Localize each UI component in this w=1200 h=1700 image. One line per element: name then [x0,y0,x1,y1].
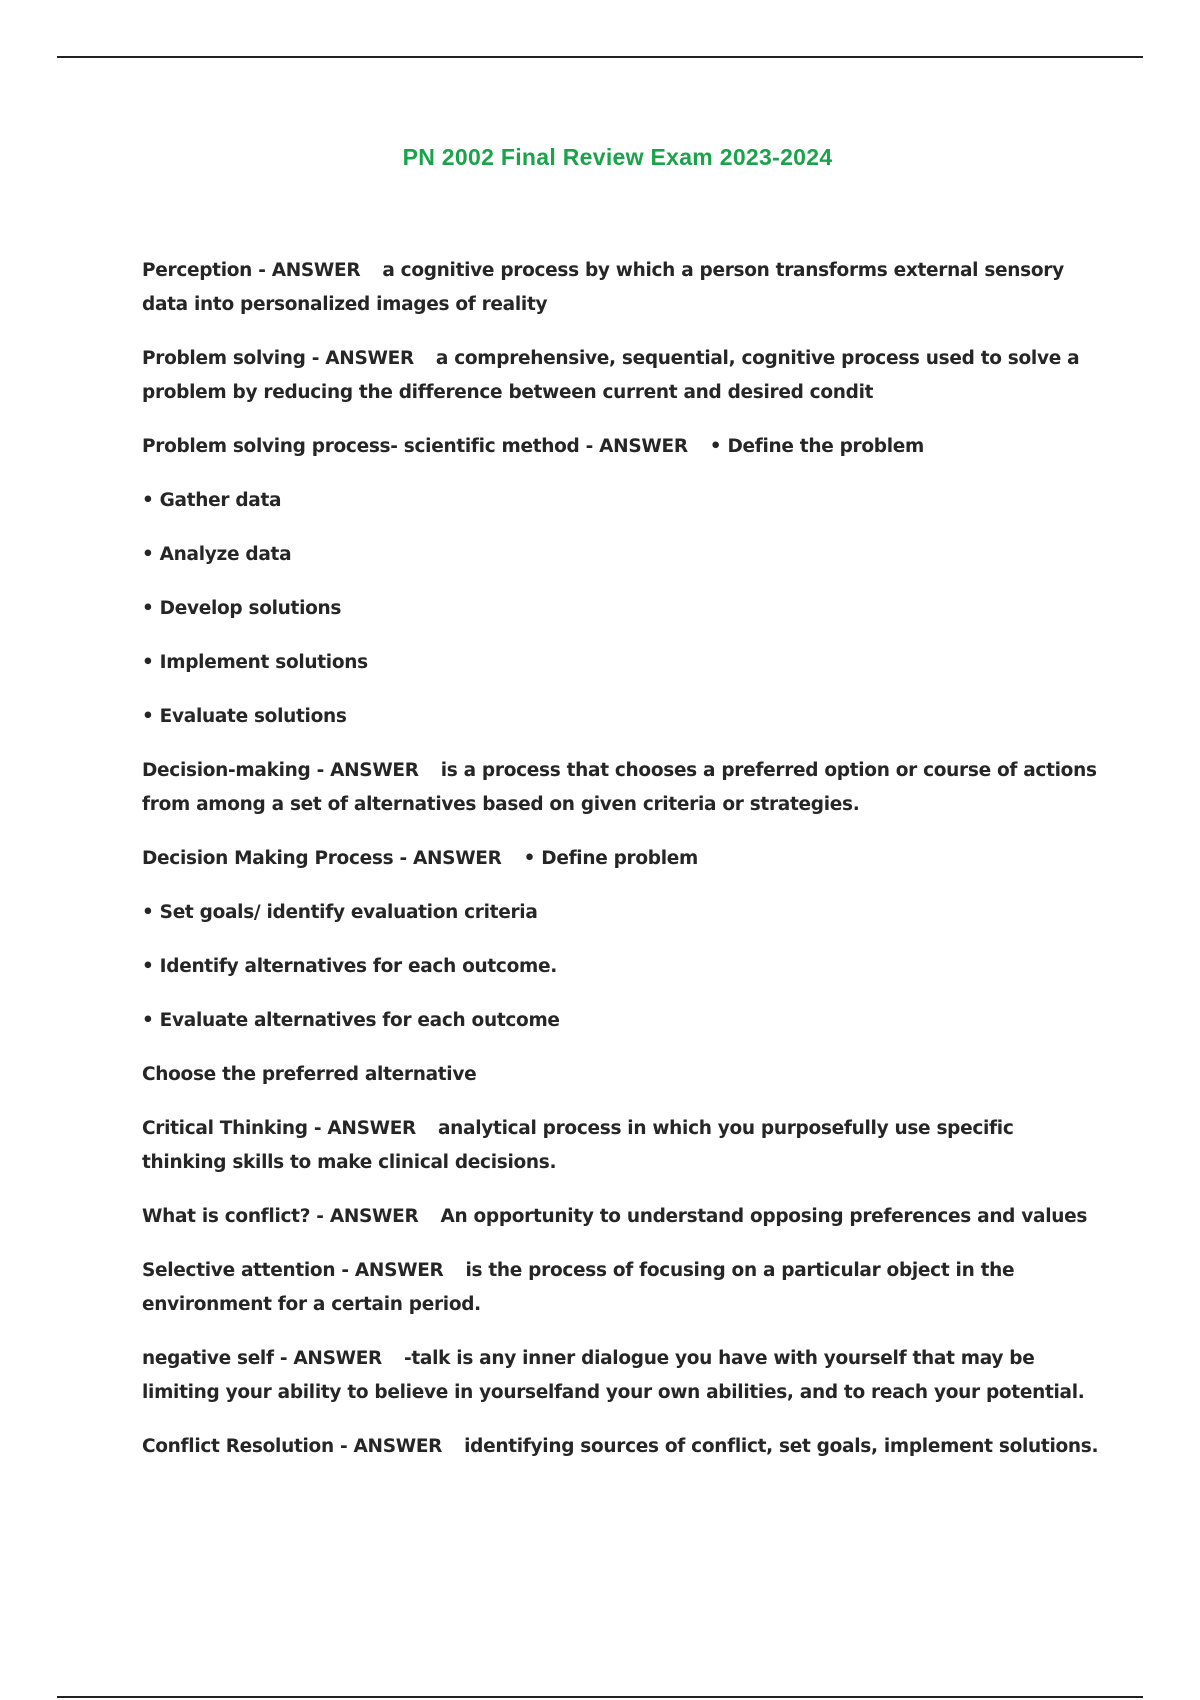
entry-critical-thinking [142,1112,1102,1180]
entry-decision-making-process [142,842,1102,876]
entry-definition: • Define problem [523,848,698,869]
list-item: • Develop solutions [142,598,342,619]
list-item: Choose the preferred alternative [142,1064,477,1085]
entry-definition: -talk is any inner dialogue you have with yourself that may be limiting your ability to believe in yourselfand your own abilities, and to reach your potential. [142,1348,1085,1403]
entry-term: Selective attention - ANSWER [142,1260,444,1281]
entry-perception [142,254,1102,322]
entry-definition: analytical process in which you purposefully use specific thinking skills to make clinical decisions. [142,1118,1014,1173]
top-rule [57,56,1143,58]
entry-term: negative self - ANSWER [142,1348,382,1369]
entry-what-is-conflict [142,1200,1102,1234]
list-item: • Gather data [142,490,282,511]
list-item: • Identify alternatives for each outcome. [142,956,557,977]
document-title: PN 2002 Final Review Exam 2023-2024 [402,144,833,170]
entry-term: Critical Thinking - ANSWER [142,1118,416,1139]
entry-conflict-resolution [142,1430,1102,1464]
entry-definition: a cognitive process by which a person transforms external sensory data into personalized images of reality [142,260,1064,315]
entry-term: Problem solving - ANSWER [142,348,414,369]
entry-term: Decision Making Process - ANSWER [142,848,502,869]
entry-selective-attention [142,1254,1102,1322]
entry-negative-self [142,1342,1102,1410]
list-item: • Set goals/ identify evaluation criteria [142,902,538,923]
entry-term: Problem solving process- scientific method - ANSWER [142,436,688,457]
entry-problem-solving [142,342,1102,410]
entry-definition: is a process that chooses a preferred option or course of actions from among a set of alternatives based on given criteria or strategies. [142,760,1097,815]
entry-decision-making [142,754,1102,822]
entry-definition: • Define the problem [709,436,924,457]
entry-term: Decision-making - ANSWER [142,760,419,781]
list-item: • Evaluate alternatives for each outcome [142,1010,560,1031]
entry-definition: a comprehensive, sequential, cognitive process used to solve a problem by reducing the difference between current and desired condit [142,348,1080,403]
list-item: • Evaluate solutions [142,706,347,727]
list-item: • Implement solutions [142,652,368,673]
entry-definition: An opportunity to understand opposing preferences and values [440,1206,1088,1227]
entry-definition: identifying sources of conflict, set goals, implement solutions. [464,1436,1099,1457]
list-item: • Analyze data [142,544,292,565]
document-body [142,254,1102,1484]
entry-term: Conflict Resolution - ANSWER [142,1436,443,1457]
entry-term: Perception - ANSWER [142,260,361,281]
bottom-rule [57,1696,1143,1698]
entry-definition: is the process of focusing on a particular object in the environment for a certain period. [142,1260,1015,1315]
entry-term: What is conflict? - ANSWER [142,1206,419,1227]
entry-problem-solving-process [142,430,1102,464]
